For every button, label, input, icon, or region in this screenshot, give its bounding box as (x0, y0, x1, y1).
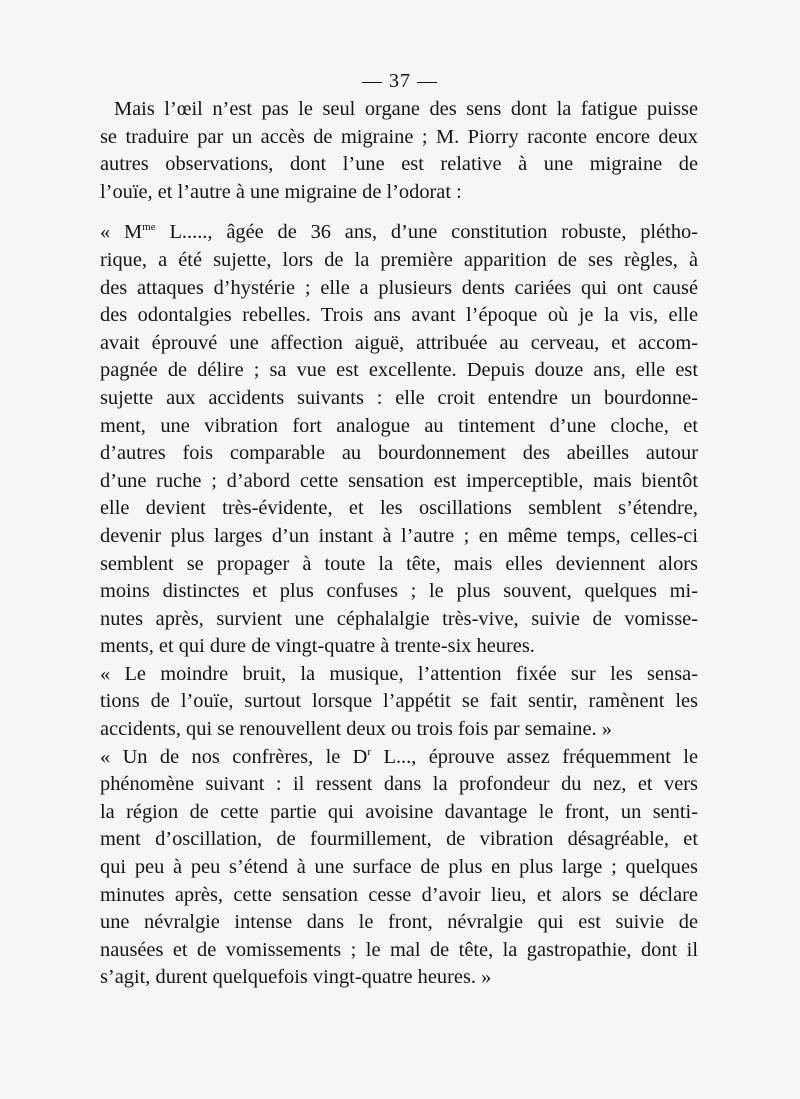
text-line (100, 495, 698, 523)
text-line-content: « Le moindre bruit, la musique, l’attention fixée sur les sensa- (100, 662, 698, 685)
text-line-content: nutes après, survient une céphalalgie très-vive, suivie de vomisse- (100, 607, 698, 630)
page-number: — 37 — (362, 70, 438, 92)
text-line (100, 771, 698, 799)
text-line-content: semblent se propager à toute la tête, mais elles deviennent alors (100, 552, 698, 575)
text-line-content: la région de cette partie qui avoisine davantage le front, un senti- (100, 800, 698, 823)
text-line-content: accidents, qui se renouvellent deux ou trois fois par semaine. » (100, 718, 612, 741)
text-line (100, 468, 698, 496)
text-line (100, 688, 698, 716)
text-line (100, 247, 698, 275)
text-line-content: s’agit, durent quelquefois vingt-quatre heures. » (100, 966, 492, 989)
text-line-content: ment d’oscillation, de fourmillement, de vibration désagréable, et (100, 828, 698, 851)
text-line-prefix: « Un de nos confrères, le D (100, 745, 368, 768)
text-line (100, 854, 698, 882)
text-line-content: tions de l’ouïe, surtout lorsque l’appétit se fait sentir, ramènent les (100, 690, 698, 713)
text-line-prefix: « M (100, 221, 143, 244)
text-line (100, 578, 698, 606)
text-line-content: moins distinctes et plus confuses ; le plus souvent, quelques mi- (100, 580, 698, 603)
text-line (100, 882, 698, 910)
text-line (100, 826, 698, 854)
text-line (100, 96, 698, 124)
text-line-content: Mais l’œil n’est pas le seul organe des sens dont la fatigue puisse (114, 98, 698, 120)
text-line (100, 661, 698, 689)
text-line (100, 302, 698, 330)
text-line-content: devenir plus larges d’un instant à l’autre ; en même temps, celles-ci (100, 524, 698, 547)
text-line (100, 744, 698, 772)
text-line (100, 716, 698, 744)
body-text (100, 96, 698, 992)
text-line-content: d’une ruche ; d’abord cette sensation est imperceptible, mais bientôt (100, 469, 698, 492)
text-line (100, 179, 698, 207)
text-line-content: L....., âgée de 36 ans, d’une constitution robuste, plétho- (155, 221, 698, 244)
text-line (100, 275, 698, 303)
text-line (100, 937, 698, 965)
text-line-content: sujette aux accidents suivants : elle croit entendre un bourdonne- (100, 386, 698, 409)
text-line (100, 124, 698, 152)
text-line (100, 551, 698, 579)
text-line-content: d’autres fois comparable au bourdonnement des abeilles autour (100, 442, 698, 465)
text-line-content: ments, et qui dure de vingt-quatre à trente-six heures. (100, 635, 535, 658)
text-line (100, 330, 698, 358)
text-line (100, 799, 698, 827)
text-line (100, 219, 698, 247)
text-line-content: l’ouïe, et l’autre à une migraine de l’odorat : (100, 180, 462, 203)
text-line-content: pagnée de délire ; sa vue est excellente. Depuis douze ans, elle est (100, 359, 698, 382)
text-line-content: elle devient très-évidente, et les oscillations semblent s’étendre, (100, 497, 698, 520)
text-line (100, 523, 698, 551)
superscript-abbreviation: me (142, 221, 156, 234)
text-line-content: des attaques d’hystérie ; elle a plusieurs dents cariées qui ont causé (100, 276, 698, 299)
text-line-content: des odontalgies rebelles. Trois ans avant l’époque où je la vis, elle (100, 304, 698, 327)
text-line (100, 964, 698, 992)
text-line-content: rique, a été sujette, lors de la première apparition de ses règles, à (100, 248, 698, 271)
superscript-abbreviation: r (367, 745, 372, 758)
text-line (100, 633, 698, 661)
text-line-content: L..., éprouve assez fréquemment le (371, 745, 698, 768)
text-line (100, 357, 698, 385)
text-line-content: phénomène suivant : il ressent dans la profondeur du nez, et vers (100, 773, 698, 796)
text-line-content: ment, une vibration fort analogue au tintement d’une cloche, et (100, 414, 698, 437)
text-line-content: avait éprouvé une affection aiguë, attribuée au cerveau, et accom- (100, 331, 698, 354)
text-line (100, 440, 698, 468)
text-line (100, 413, 698, 441)
text-line (100, 909, 698, 937)
text-line-content: qui peu à peu s’étend à une surface de plus en plus large ; quelques (100, 856, 698, 879)
paragraph-gap (100, 206, 698, 219)
text-line-content: nausées et de vomissements ; le mal de tête, la gastropathie, dont il (100, 938, 698, 961)
text-line (100, 151, 698, 179)
text-line (100, 606, 698, 634)
text-line-content: une névralgie intense dans le front, névralgie qui est suivie de (100, 911, 698, 934)
text-line-content: se traduire par un accès de migraine ; M. Piorry raconte encore deux (100, 125, 698, 148)
text-line (100, 385, 698, 413)
text-line-content: autres observations, dont l’une est relative à une migraine de (100, 153, 698, 176)
text-line-content: minutes après, cette sensation cesse d’avoir lieu, et alors se déclare (100, 883, 698, 906)
